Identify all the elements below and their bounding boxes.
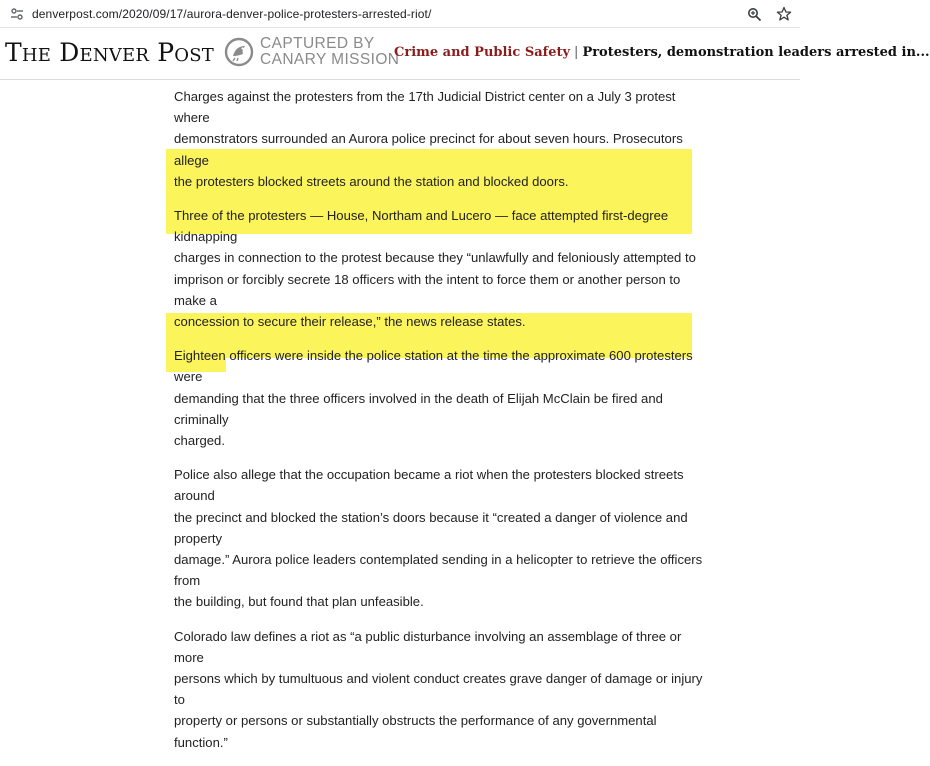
watermark-line-2: CANARY MISSION xyxy=(260,51,400,68)
article-paragraph-3 xyxy=(174,345,704,451)
paragraph-line: the precinct and blocked the station’s doors because it “created a danger of violence and property xyxy=(174,509,688,546)
paragraph-line: Police also allege that the occupation became a riot when the protesters blocked streets around xyxy=(174,467,684,504)
article-paragraph-5 xyxy=(174,626,704,753)
paragraph-line: charged. xyxy=(174,433,225,449)
browser-address-bar[interactable] xyxy=(0,0,800,28)
bookmark-star-icon[interactable] xyxy=(776,6,792,22)
paragraph-line: Eighteen officers were inside the police station at the time the approximate 600 protesters were xyxy=(174,348,693,385)
canary-mission-watermark xyxy=(224,36,399,68)
paragraph-line: concession to secure their release,” the news release states. xyxy=(174,314,526,330)
watermark-line-1: CAPTURED BY xyxy=(260,35,375,52)
section-link-crime[interactable]: Crime and Public Safety xyxy=(394,45,571,60)
paragraph-line: demonstrators surrounded an Aurora police precinct for about seven hours. Prosecutors allege xyxy=(174,131,683,168)
paragraph-line: Charges against the protesters from the 17th Judicial District center on a July 3 protest where xyxy=(174,89,676,126)
paragraph-line: the building, but found that plan unfeasible. xyxy=(174,594,424,610)
site-logo[interactable] xyxy=(5,38,214,67)
article-paragraph-1 xyxy=(174,86,704,192)
watermark-text xyxy=(260,36,399,68)
site-header xyxy=(0,28,930,80)
paragraph-line: Three of the protesters — House, Northam and Lucero — face attempted first-degree kidnapping xyxy=(174,208,669,245)
paragraph-line: charges in connection to the protest because they “unlawfully and feloniously attempted to xyxy=(174,250,696,266)
article-paragraph-2-highlighted xyxy=(174,205,704,332)
site-settings-icon[interactable] xyxy=(10,7,24,21)
section-nav xyxy=(394,45,930,60)
paragraph-line-highlighted-end: damage.” xyxy=(174,552,230,568)
zoom-icon[interactable] xyxy=(746,6,762,22)
nav-separator: | xyxy=(574,45,579,60)
paragraph-line: Colorado law defines a riot as “a public disturbance involving an assemblage of three or more xyxy=(174,628,682,665)
paragraph-line: persons which by tumultuous and violent conduct creates grave danger of damage or injury to xyxy=(174,671,703,708)
article-paragraph-4-highlighted xyxy=(174,464,704,612)
article-body xyxy=(174,86,704,766)
paragraph-line: property or persons or substantially obstructs the performance of any governmental function.” xyxy=(174,713,657,750)
paragraph-line: the protesters blocked streets around the station and blocked doors. xyxy=(174,173,569,189)
url-text[interactable]: denverpost.com/2020/09/17/aurora-denver-police-protesters-arrested-riot/ xyxy=(32,6,432,21)
header-headline: Protesters, demonstration leaders arrested in... xyxy=(582,45,930,60)
canary-seal-icon xyxy=(224,37,254,67)
paragraph-line-continuation: Aurora police leaders contemplated sending in a helicopter to retrieve the officers from xyxy=(174,552,703,589)
paragraph-line: imprison or forcibly secrete 18 officers with the intent to force them or another person to make a xyxy=(174,271,681,308)
logo-text: The Denver Post xyxy=(5,38,214,67)
paragraph-line: demanding that the three officers involved in the death of Elijah McClain be fired and criminally xyxy=(174,390,663,427)
